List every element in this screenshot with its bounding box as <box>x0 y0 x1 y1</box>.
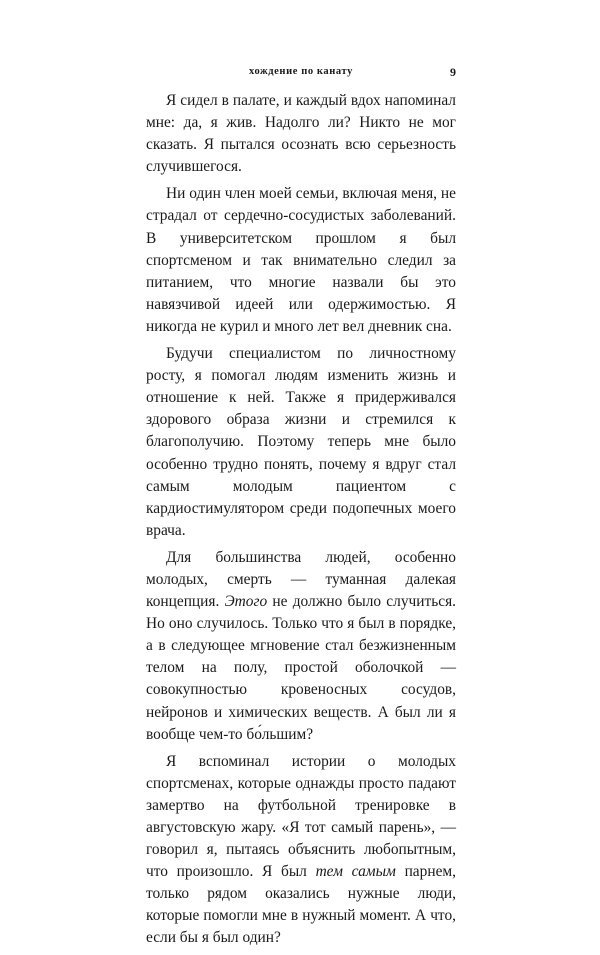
paragraph-4-emphasis: Этого <box>224 593 268 611</box>
paragraph-2: Ни один член моей семьи, включая меня, не страдал от сердечно-сосудистых заболеваний. В университетском прошлом я был спортсменом и так внимательно следил за питанием, что многие назвали бы это навязчивой идеей или одержимостью. Я никогда не курил и много лет вел дневник сна. <box>146 185 456 335</box>
paragraph-5-emphasis: тем самым <box>315 863 396 881</box>
paragraph-4 <box>146 547 456 746</box>
paragraph-4-text-b: не должно было случиться. Но оно случилось. Только что я был в порядке, а в следующее мгновение стал безжизненным телом на полу, простой оболочкой — совокупностью кровеносных сосудов, нейронов и химических веществ. А был ли я вообще чем-то бо́льшим? <box>146 593 456 743</box>
paragraph-5 <box>146 751 456 950</box>
paragraph-4-text-a: Для большинства людей, особенно молодых, смерть — туманная далекая концепция. <box>146 548 456 611</box>
paragraph-5-text-b: парнем, только рядом оказались нужные люди, которые помогли мне в нужный момент. А что, если бы я был один? <box>146 863 456 947</box>
paragraph-1: Я сидел в палате, и каждый вдох напоминал мне: да, я жив. Надолго ли? Никто не мог сказать. Я пытался осознать всю серьезность случившегося. <box>146 92 456 176</box>
paragraph-5-text-a: Я вспоминал истории о молодых спортсменах, которые однажды просто падают замертво на футбольной тренировке в августовскую жару. «Я тот самый парень», — говорил я, пытаясь объяснить любопытным, что произошло. Я был <box>146 752 456 881</box>
page-number: 9 <box>450 65 456 79</box>
running-head <box>146 66 456 82</box>
paragraph-3: Будучи специалистом по личностному росту, я помогал людям изменить жизнь и отношение к ней. Также я придерживался здорового образа жизни и стремился к благополучию. Поэтому теперь мне было особенно трудно понять, почему я вдруг стал самым молодым пациентом с кардиостимулятором среди подопечных моего врача. <box>146 345 456 539</box>
body-text <box>146 90 456 955</box>
running-title: хождение по канату <box>249 66 353 77</box>
